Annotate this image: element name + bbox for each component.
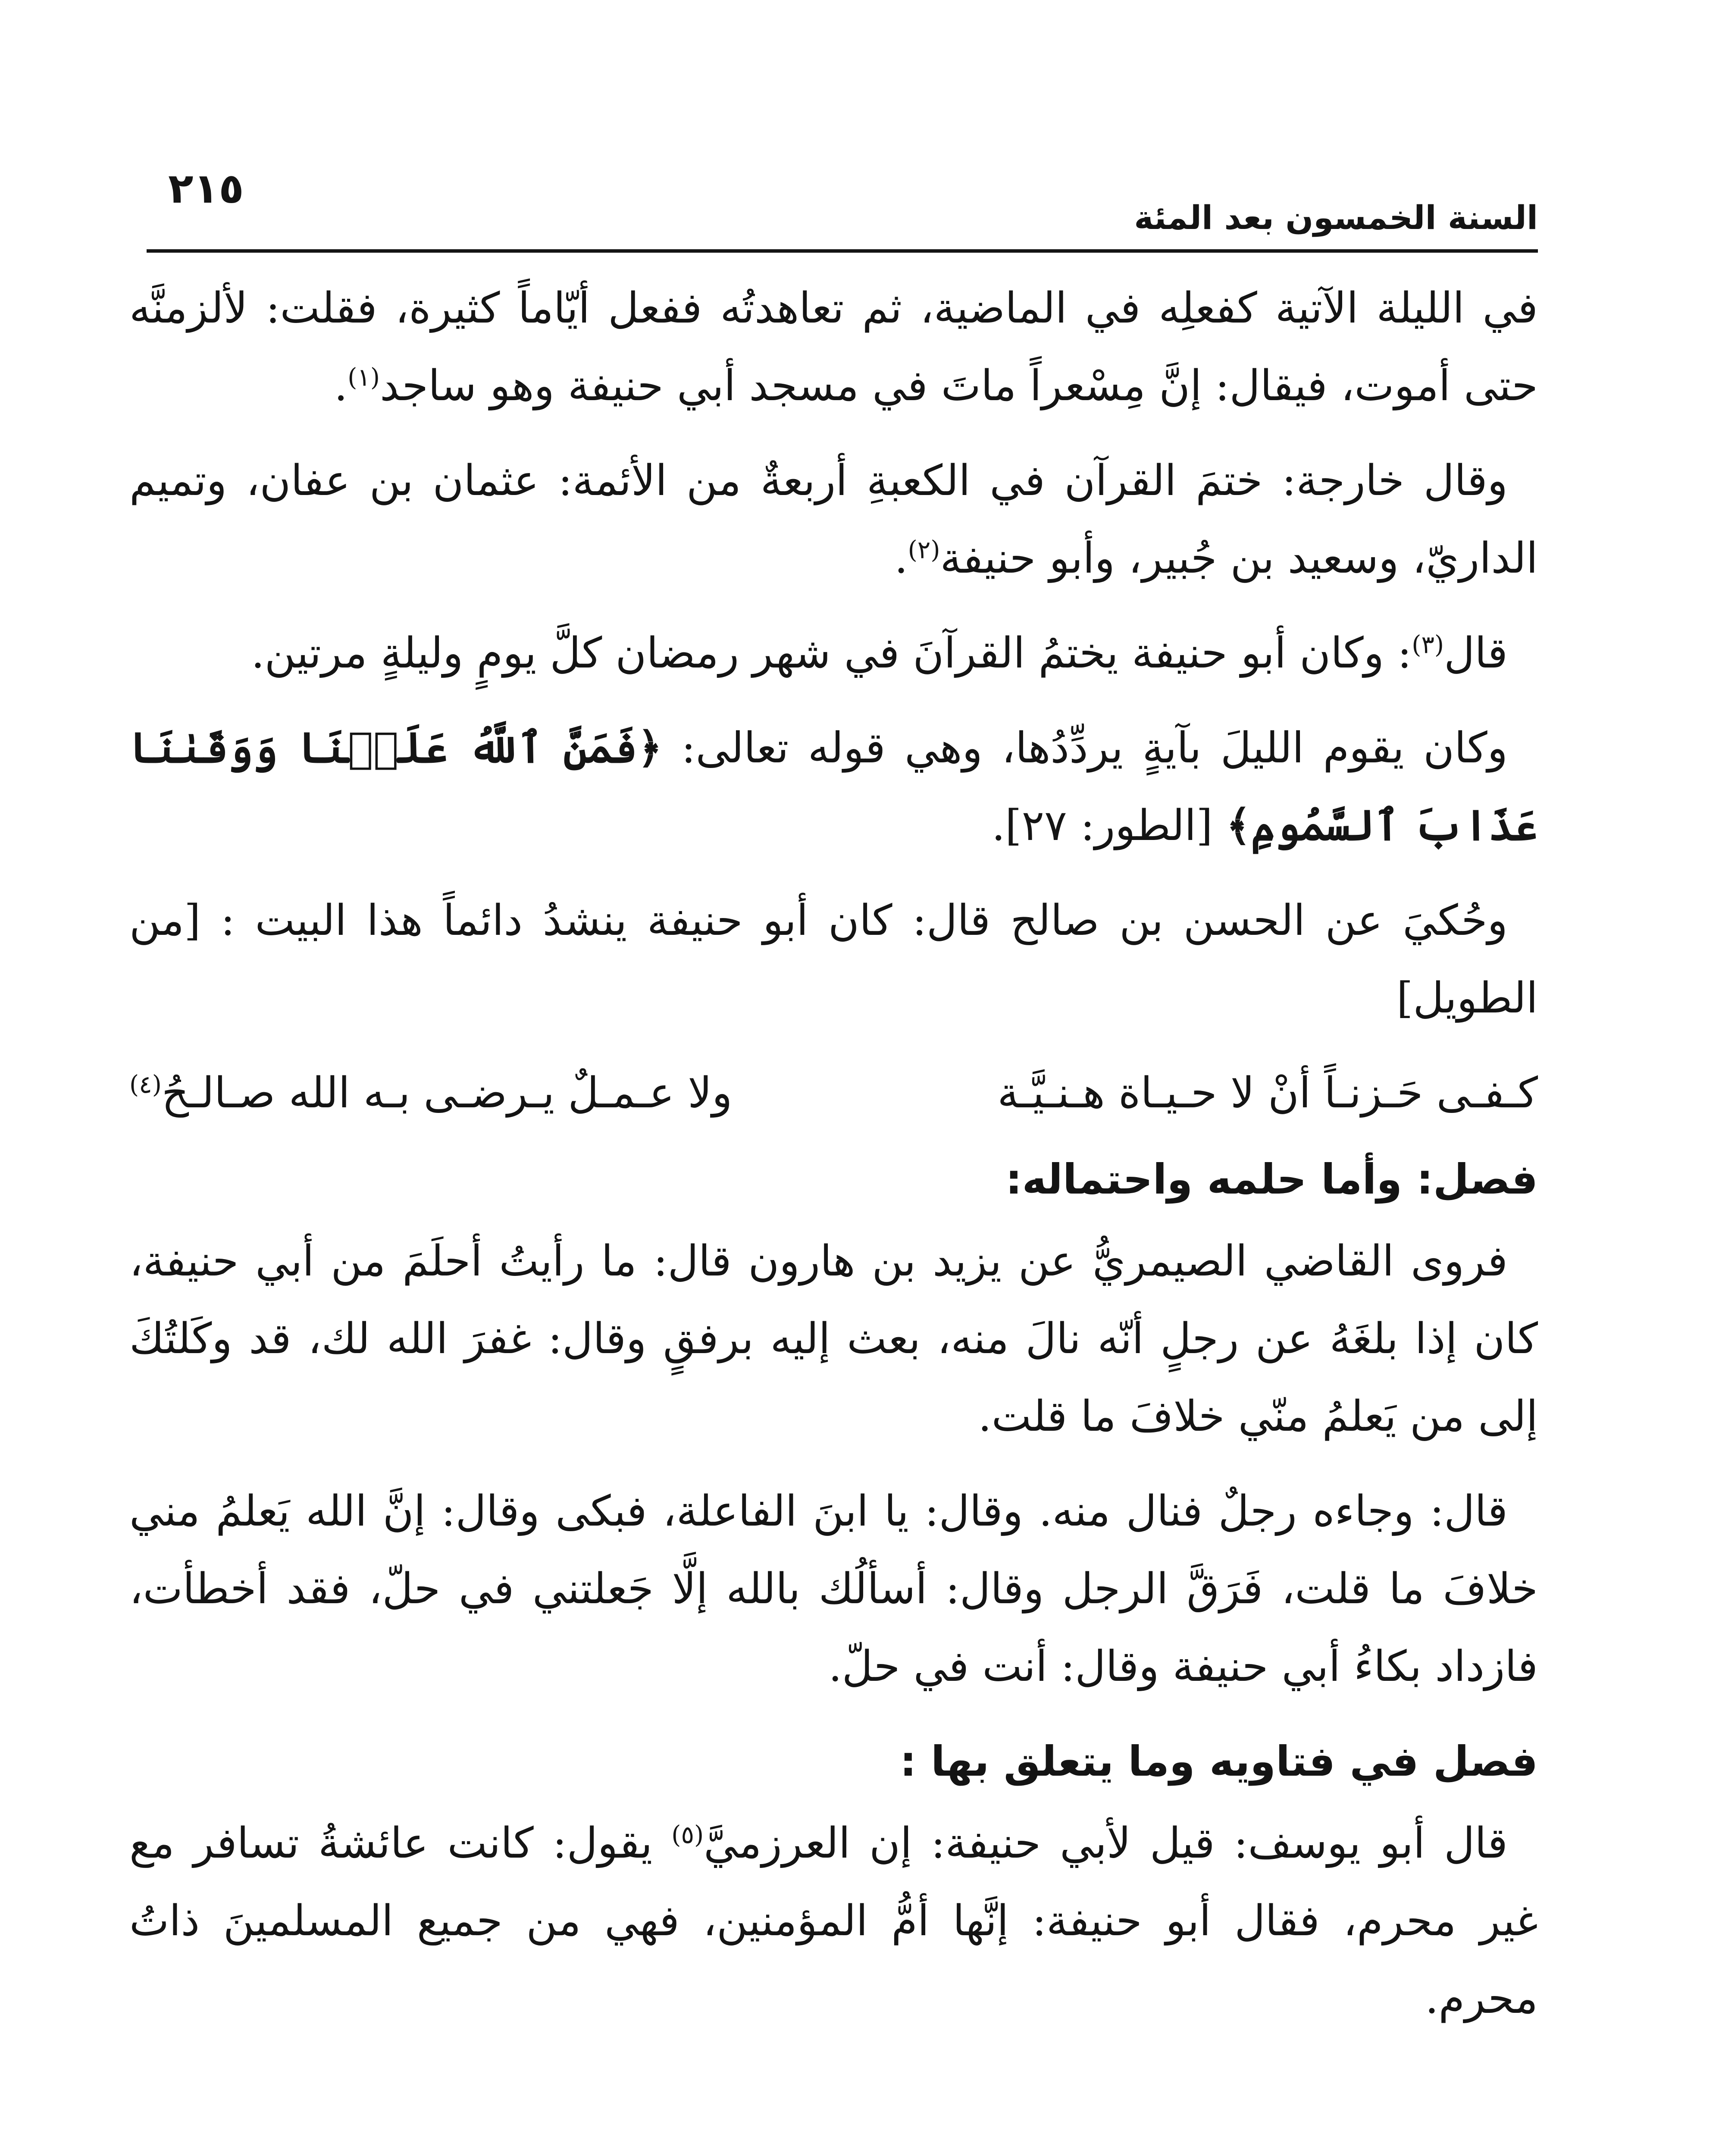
- paragraph: [129, 882, 1538, 1037]
- paragraph: قال: وجاءه رجلٌ فنال منه. وقال: يا ابنَ الفاعلة، فبكى وقال: إنَّ الله يَعلمُ مني خلافَ ما قلت، فَرَقَّ الرجل وقال: أسألُك بالله إلَّا جَعلتني في حلّ، فقد أخطأت، فازداد بكاءُ أبي حنيفة وقال: أنت في حلّ.: [129, 1487, 1538, 1691]
- poetry-verse: [129, 1054, 1538, 1132]
- paragraph-lead: قال أبو يوسف: قيل لأبي حنيفة: إن العرزميَّ: [704, 1819, 1508, 1868]
- verse-second-hemistich: [129, 1054, 733, 1132]
- paragraph-text: يقول: كانت عائشةُ تسافر مع غير محرم، فقال أبو حنيفة: إنَّها أمُّ المؤمنين، فهي من جميع المسلمينَ ذاتُ محرم.: [129, 1819, 1538, 2023]
- footnote-marker: (٤): [129, 1070, 162, 1099]
- main-text: [129, 270, 1538, 2055]
- footnote-marker: (٢): [908, 536, 940, 564]
- paragraph-text: وحُكيَ عن الحسن بن صالح قال: كان أبو حنيفة ينشدُ دائماً هذا البيت : [من الطويل]: [129, 896, 1538, 1023]
- page-header: [147, 164, 1538, 241]
- quran-reference: [الطور: ٢٧].: [992, 801, 1213, 850]
- paragraph-end: .: [894, 534, 908, 583]
- paragraph-lead: قال: [1444, 629, 1508, 678]
- verse-first-hemistich: كـفـى حَـزنـاً أنْ لا حـيـاة هـنـيَّـة: [997, 1069, 1538, 1118]
- section-heading: فصل في فتاويه وما يتعلق بها :: [900, 1737, 1538, 1786]
- running-title: السنة الخمسون بعد المئة: [1134, 198, 1538, 237]
- paragraph: [129, 709, 1538, 865]
- paragraph: فروى القاضي الصيمريُّ عن يزيد بن هارون قال: ما رأيتُ أحلَمَ من أبي حنيفة، كان إذا بلغَهُ عن رجلٍ أنّه نالَ منه، بعث إليه برفقٍ وقال: غفرَ الله لك، قد وكَلتُكَ إلى من يَعلمُ منّي خلافَ ما قلت.: [129, 1237, 1538, 1441]
- footnote-marker: (١): [348, 363, 380, 392]
- paragraph: [129, 270, 1538, 425]
- paragraph-text: وقال خارجة: ختمَ القرآن في الكعبةِ أربعةٌ من الأئمة: عثمان بن عفان، وتميم الداريّ، وسعيد بن جُبير، وأبو حنيفة: [129, 456, 1538, 583]
- paragraph: [129, 442, 1538, 597]
- section-heading: فصل: وأما حلمه واحتماله:: [1005, 1155, 1538, 1203]
- verse-second-text: ولا عـمـلٌ يـرضـى بـه الله صـالـحُ: [161, 1069, 733, 1118]
- paragraph-end: .: [334, 361, 348, 411]
- paragraph-text: : وكان أبو حنيفة يختمُ القرآنَ في شهر رمضان كلَّ يومٍ وليلةٍ مرتين.: [251, 629, 1412, 678]
- page-number: ٢١٥: [168, 164, 244, 213]
- paragraph: [129, 1805, 1538, 2037]
- paragraph: [129, 614, 1538, 692]
- footnote-marker: (٥): [671, 1821, 704, 1849]
- header-rule: [147, 249, 1538, 253]
- quran-verse: ﴿فَمَنَّ ٱللَّهُ عَلَيۡنَا وَوَقَىٰنَا عَذَابَ ٱلسَّمُومِ﴾: [129, 723, 1538, 850]
- paragraph-text: في الليلة الآتية كفعلِه في الماضية، ثم تعاهدتُه ففعل أيّاماً كثيرة، فقلت: لألزمنَّه حتى أموت، فيقال: إنَّ مِسْعراً ماتَ في مسجد أبي حنيفة وهو ساجد: [129, 284, 1538, 411]
- footnote-marker: (٣): [1412, 630, 1444, 659]
- paragraph-text: وكان يقوم الليلَ بآيةٍ يردِّدُها، وهي قوله تعالى:: [681, 724, 1508, 773]
